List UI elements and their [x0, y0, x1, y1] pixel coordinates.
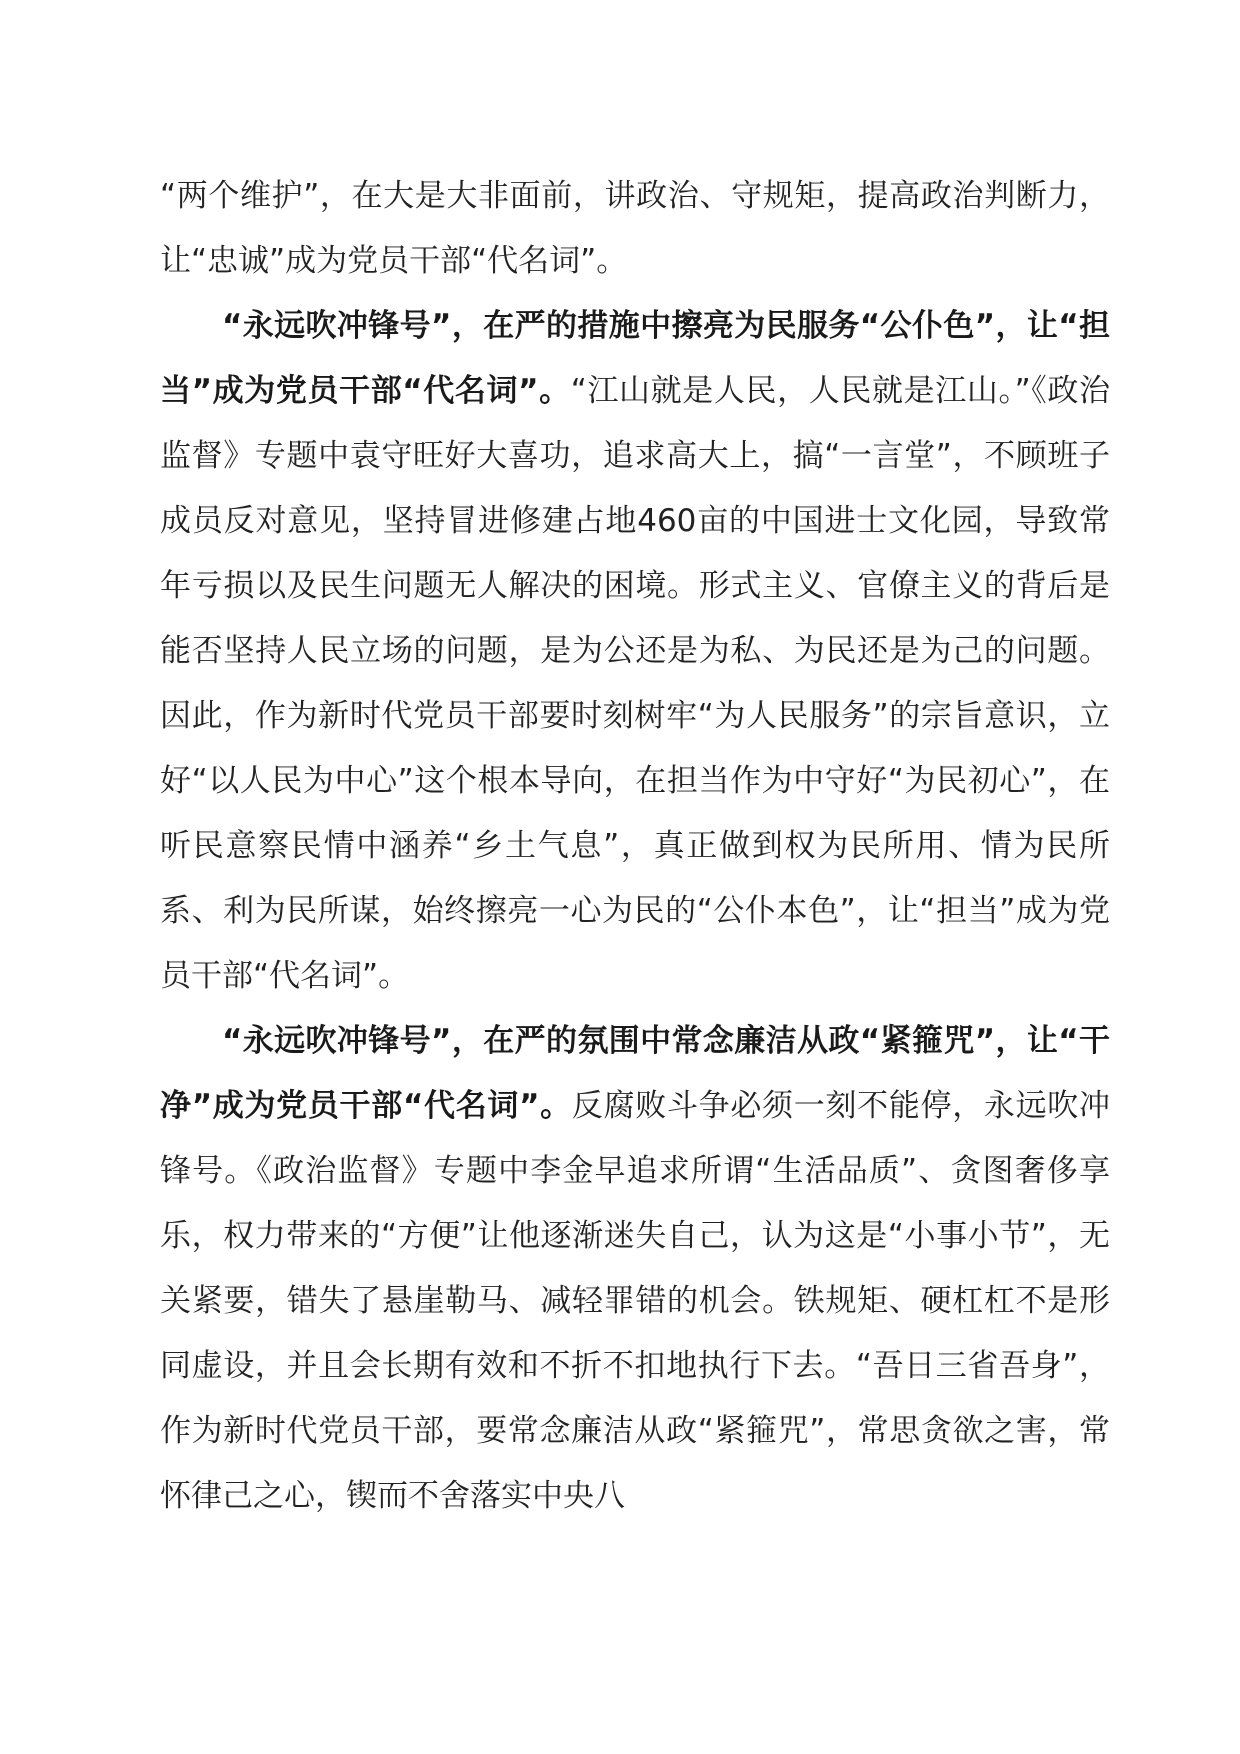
paragraph-text: “江山就是人民，人民就是江山。”《政治监督》专题中袁守旺好大喜功，追求高大上，搞“一言堂”，不顾班子成员反对意见，坚持冒进修建占地460亩的中国进士文化园，导致常年亏损以及民生问题无人解决的困境。形式主义、官僚主义的背后是能否坚持人民立场的问题，是为公还是为私、为民还是为己的问题。因此，作为新时代党员干部要时刻树牢“为人民服务”的宗旨意识，立好“以人民为中心”这个根本导向，在担当作为中守好“为民初心”，在听民意察民情中涵养“乡土气息”，真正做到权为民所用、情为民所系、利为民所谋，始终擦亮一心为民的“公仆本色”，让“担当”成为党员干部“代名词”。: [160, 373, 1110, 994]
paragraph-lead-heading: “永远吹冲锋号”，在严的措施中擦亮为民服务“公仆色”，让“担当”成为党员干部“代名词”。: [160, 308, 1110, 409]
paragraph-continuation: [160, 164, 1110, 294]
paragraph-text: “两个维护”，在大是大非面前，讲政治、守规矩，提高政治判断力，让“忠诚”成为党员干部“代名词”。: [160, 178, 1110, 279]
paragraph-lead-heading: “永远吹冲锋号”，在严的氛围中常念廉洁从政“紧箍咒”，让“干净”成为党员干部“代名词”。: [160, 1023, 1110, 1124]
paragraph-ganjing: [160, 1009, 1110, 1529]
document-page: [160, 164, 1110, 1529]
paragraph-dandang: [160, 294, 1110, 1009]
paragraph-text: 反腐败斗争必须一刻不能停，永远吹冲锋号。《政治监督》专题中李金早追求所谓“生活品质”、贪图奢侈享乐，权力带来的“方便”让他逐渐迷失自己，认为这是“小事小节”，无关紧要，错失了悬崖勒马、减轻罪错的机会。铁规矩、硬杠杠不是形同虚设，并且会长期有效和不折不扣地执行下去。“吾日三省吾身”，作为新时代党员干部，要常念廉洁从政“紧箍咒”，常思贪欲之害，常怀律己之心，锲而不舍落实中央八: [160, 1088, 1111, 1514]
